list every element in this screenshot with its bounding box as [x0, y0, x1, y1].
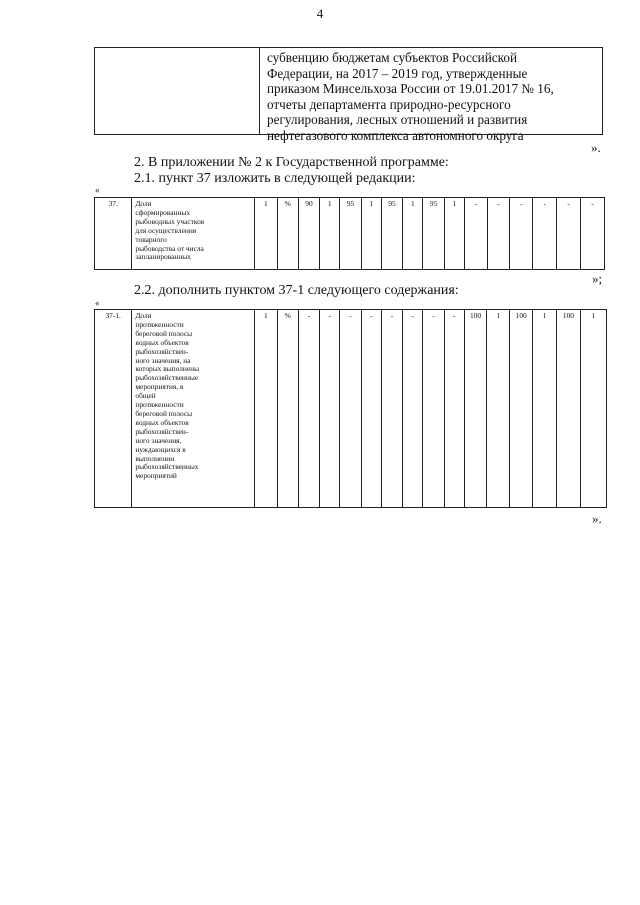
description-line: мероприятия, в [135, 382, 184, 392]
value-cell: - [381, 310, 403, 508]
paragraph-2-1: 2.1. пункт 37 изложить в следующей редакции: [134, 171, 416, 186]
value-cell: - [320, 310, 340, 508]
value-cell: 95 [423, 198, 445, 270]
source-line: Федерации, на 2017 – 2019 год, утвержденные [267, 65, 528, 81]
description-line: протяженности [135, 319, 184, 329]
page-number: 4 [316, 6, 324, 21]
value-cell: % [277, 198, 298, 270]
description-line: береговой полосы [135, 328, 193, 338]
source-cell [267, 50, 601, 144]
description-line: Доля [135, 199, 152, 208]
source-line: нефтегазового комплекса автономного округа [267, 127, 524, 143]
description-line: рыбоводных участков [135, 216, 205, 226]
row-number: 37-1. [95, 310, 132, 508]
description-line: общей [135, 391, 156, 401]
source-line: субвенцию бюджетам субъектов Российской [267, 50, 518, 65]
value-cell: 95 [381, 198, 403, 270]
value-cell: 1 [580, 310, 606, 508]
description-line: мероприятий [135, 471, 177, 481]
description-line: береговой полосы [135, 408, 193, 418]
description-line: Доля [135, 311, 152, 320]
row-description [132, 310, 255, 508]
value-cell: - [444, 310, 464, 508]
paragraph-2-2: 2.2. дополнить пунктом 37-1 следующего содержания: [134, 283, 459, 298]
description-line: запланированных [135, 252, 191, 262]
paragraph-2: 2. В приложении № 2 к Государственной программе: [134, 155, 449, 170]
description-line: ного значения, [135, 435, 182, 445]
value-cell: - [298, 310, 320, 508]
value-cell: 100 [510, 310, 533, 508]
row-37-table [94, 197, 605, 270]
value-cell: 1 [254, 310, 277, 508]
closing-quote: »; [592, 271, 603, 286]
description-line: для осуществления [135, 225, 197, 235]
continuation-table [94, 47, 603, 143]
row-description [132, 198, 255, 270]
description-line: которых выполнены [135, 364, 200, 374]
description-line: рыбохозяйствен- [135, 426, 189, 436]
description-line: выполнении [135, 453, 175, 463]
value-cell: - [340, 310, 362, 508]
opening-quote: « [95, 298, 100, 308]
value-cell: 1 [320, 198, 340, 270]
description-line: ного значения, на [135, 355, 191, 365]
description-line: сформированных [135, 207, 191, 217]
description-line: протяженности [135, 400, 184, 410]
value-cell: - [557, 198, 581, 270]
value-cell: - [533, 198, 557, 270]
value-cell: - [464, 198, 487, 270]
source-line: отчеты департамента природно-ресурсного [267, 96, 511, 112]
description-line: водных объектов [135, 337, 189, 347]
value-cell: % [277, 310, 298, 508]
description-line: рыбохозяйственные [135, 373, 199, 383]
description-line: нуждающихся в [135, 444, 186, 454]
description-line: товарного [135, 234, 167, 244]
value-cell: 1 [487, 310, 510, 508]
value-cell: - [403, 310, 423, 508]
opening-quote: « [95, 185, 100, 195]
description-line: рыбохозяйственных [135, 462, 199, 472]
closing-quote: ». [592, 511, 602, 526]
value-cell: 95 [340, 198, 362, 270]
value-cell: 1 [533, 310, 557, 508]
description-line: водных объектов [135, 417, 189, 427]
closing-quote: ». [591, 140, 601, 155]
value-cell: - [487, 198, 510, 270]
value-cell: - [361, 310, 381, 508]
value-cell: 100 [557, 310, 581, 508]
value-cell: 90 [298, 198, 320, 270]
value-cell: 1 [403, 198, 423, 270]
value-cell: - [581, 198, 605, 270]
column-divider [259, 48, 260, 134]
source-line: регулирования, лесных отношений и развития [267, 112, 528, 128]
value-cell: - [423, 310, 445, 508]
value-cell: 100 [464, 310, 487, 508]
value-cell: 1 [361, 198, 381, 270]
row-number: 37. [95, 198, 132, 270]
value-cell: 1 [445, 198, 465, 270]
row-37-1-table [94, 309, 607, 508]
source-line: приказом Минсельхоза России от 19.01.2017 № 16, [267, 81, 554, 97]
description-line: рыбохозяйствен- [135, 346, 189, 356]
value-cell: 1 [254, 198, 277, 270]
description-line: рыбоводства от числа [135, 243, 204, 253]
value-cell: - [510, 198, 533, 270]
